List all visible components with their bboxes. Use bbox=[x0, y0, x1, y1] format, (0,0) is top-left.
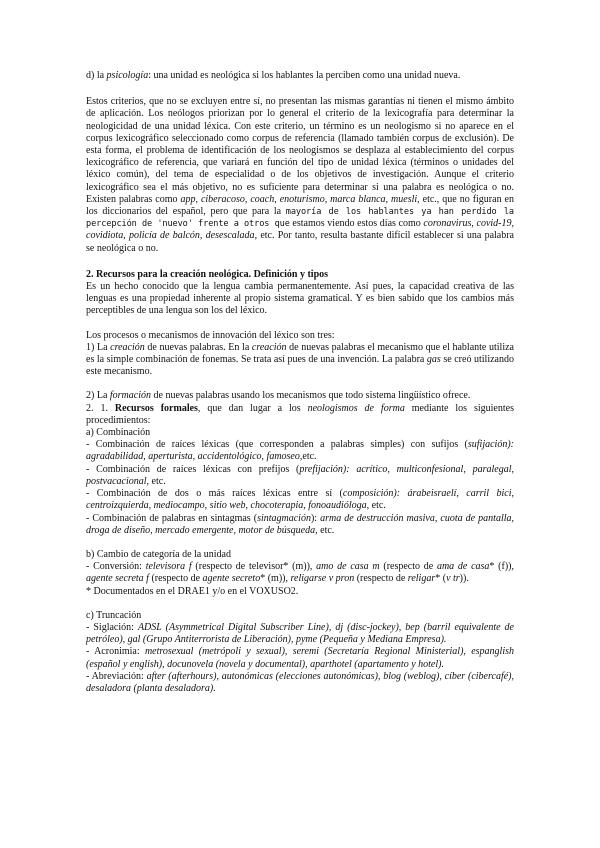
text-run: , etc. bbox=[315, 524, 335, 536]
examples-italic: coronavirus, covid-19, covidiota, policía de balcón, desescalada bbox=[86, 218, 514, 242]
examples-italic: árabeisraelí, carril bici, centroizquierda, mediocampo, sitio web, chocoterapia, fonoaudióloga bbox=[86, 488, 514, 512]
section-heading: 2. Recursos para la creación neológica. Definición y tipos bbox=[86, 268, 329, 280]
text-run: - Combinación de raíces léxicas (que corresponden a palabras simples) con sufijos ( bbox=[86, 439, 468, 451]
term-psicologia: psicología bbox=[106, 70, 149, 81]
text-run: Estos criterios, que no se excluyen entre sí, no presentan las mismas garantías ni tienen el mismo ámbito de aplicación. Los neólogos priorizan por lo general el criterio de la lexicografía para determinar la neologicidad de una unidad léxica. Con este criterio, un término es un neologismo si no aparece en el corpus lexicográfico seleccionado como corpus de referencia (llamado también corpus de exclusión). De esta forma, el problema de identificación de los neologismos se desplaza al establecimiento del corpus lexicográfico de referencia, que variará en función del tipo de unidad léxica (términos o unidades del léxico común), del tema de especialidad o de los objetivos de investigación. Aunque el criterio lexicográfico sea el más objetivo, no es suficiente para determinar si una palabra es neológica o no. Existen palabras como bbox=[86, 96, 514, 205]
text-run: (respecto de bbox=[379, 561, 437, 573]
text-run: ): bbox=[507, 439, 514, 451]
example: televisora f bbox=[145, 561, 192, 573]
text-run: * ( bbox=[435, 573, 447, 585]
text-run: 1) La bbox=[86, 341, 111, 353]
text-run: , etc. bbox=[146, 475, 166, 487]
process-formation bbox=[86, 390, 514, 402]
example: religarse v pron bbox=[290, 573, 355, 585]
bold-term: Recursos formales bbox=[114, 402, 198, 414]
list-title: c) Truncación bbox=[86, 609, 142, 621]
text-run: - Combinación de palabras en sintagmas ( bbox=[86, 512, 258, 524]
example: ama de casa bbox=[436, 561, 490, 573]
text-run: - Siglación: bbox=[86, 621, 138, 633]
text-run: d) la bbox=[86, 70, 107, 81]
examples-italic: after (afterhours), autonómicas (elecciones autonómicas), blog (weblog), cíber (cibercafé), desaladora (planta desaladora). bbox=[86, 670, 515, 694]
text-run: de nuevas palabras. En la bbox=[144, 341, 252, 353]
list-item-prefijacion bbox=[86, 464, 514, 488]
text-run: se creó utilizando este mecanismo. bbox=[86, 354, 514, 378]
term-creacion: creación bbox=[110, 341, 145, 353]
processes-intro: Los procesos o mecanismos de innovación del léxico son tres: bbox=[86, 329, 335, 341]
formal-resources bbox=[86, 403, 514, 427]
text-run: estamos viendo estos días como bbox=[289, 218, 424, 230]
text-run: , etc., que no figuran en los diccionarios del español, pero que para la bbox=[86, 193, 514, 218]
example: amo de casa m bbox=[316, 561, 380, 573]
examples-italic: app, ciberacoso, coach, enoturismo, marca blanca, muesli bbox=[180, 193, 418, 205]
text-run: , etc. bbox=[366, 500, 386, 512]
term: sufijación bbox=[467, 439, 508, 451]
text-run: 2) La bbox=[86, 390, 110, 402]
text-run: ): bbox=[342, 463, 357, 475]
examples-italic: agradabilidad, aperturista, accidentológico, famoseo bbox=[86, 451, 300, 463]
example: religar bbox=[407, 573, 436, 585]
text-run: )). bbox=[459, 573, 469, 585]
list-item-sintagmacion bbox=[86, 513, 514, 537]
term-gas: gas bbox=[426, 354, 441, 366]
text-run: de nuevas palabras el mecanismo que el hablante utiliza es la simple combinación de fonemas. Se trata así pues de una invención. La palabra bbox=[86, 341, 514, 366]
text-run: - Abreviación: bbox=[86, 670, 147, 682]
text-run: - Acronimia: bbox=[86, 646, 145, 658]
text-run: ,etc. bbox=[299, 451, 317, 463]
list-item-abreviacion bbox=[86, 671, 514, 695]
examples-italic: ADSL (Asymmetrical Digital Subscriber Line), dj (disc-jockey), bep (barril equivalente de petróleo), gal (Grupo Antiterrorista de Liberación), pyme (Pequeña y Mediana Empresa). bbox=[86, 621, 514, 646]
text-run: ): bbox=[393, 488, 408, 500]
examples-italic: metrosexual (metrópoli y sexual), seremi (Secretaría Regional Ministerial), espanglish (español y english), docunovela (novela y documental), aparthotel (apartamento y hotel). bbox=[86, 646, 514, 670]
example: agente secreta f bbox=[86, 573, 149, 585]
term: sintagmación bbox=[257, 512, 311, 524]
criteria-paragraph bbox=[86, 96, 514, 255]
text-run: , que dan lugar a los bbox=[197, 402, 308, 414]
list-title: b) Cambio de categoría de la unidad bbox=[86, 548, 231, 560]
list-item-conversion bbox=[86, 561, 514, 585]
term-formacion: formación bbox=[109, 390, 151, 402]
text-run: (respecto de bbox=[354, 573, 408, 585]
term: prefijación bbox=[299, 463, 343, 475]
text-run: (respecto de bbox=[148, 573, 203, 585]
list-title: a) Combinación bbox=[86, 427, 151, 439]
list-item-acronimia bbox=[86, 646, 514, 670]
term-creacion: creación bbox=[251, 341, 287, 353]
text-run: * (f)), bbox=[489, 561, 514, 573]
text-run: ): bbox=[310, 512, 321, 524]
text-run: : una unidad es neológica si los hablantes la perciben como una unidad nueva. bbox=[148, 70, 461, 81]
handwritten-text: mayoría de los hablantes ya han perdido la percepción de 'nuevo' frente a otros que bbox=[86, 207, 514, 230]
text-run: mediante los siguientes procedimientos: bbox=[86, 402, 514, 426]
examples-italic: acrítico, multiconfesional, paralegal, postvacacional bbox=[86, 463, 514, 487]
text-run: (respecto de televisor* (m)), bbox=[191, 561, 317, 573]
text-run: , etc. Por tanto, resulta bastante difícil establecer si una palabra se neológica o no. bbox=[86, 230, 514, 254]
text-run: 2. 1. bbox=[86, 402, 115, 414]
examples-italic: arma de destrucción masiva, cuota de pantalla, droga de diseño, mercado emergente, motor de búsqueda bbox=[86, 512, 515, 536]
list-item-siglacion bbox=[86, 622, 514, 646]
criterion-d-paragraph bbox=[86, 70, 514, 82]
process-creation bbox=[86, 342, 514, 379]
text-run: * (m)), bbox=[260, 573, 291, 585]
text-run: de nuevas palabras usando los mecanismos que todo sistema lingüístico ofrece. bbox=[151, 390, 471, 402]
example: v tr bbox=[446, 573, 460, 585]
footnote: * Documentados en el DRAE1 y/o en el VOXUSO2. bbox=[86, 585, 299, 597]
list-item-sufijacion bbox=[86, 439, 514, 463]
text-run: - Combinación de raíces léxicas con prefijos ( bbox=[86, 463, 300, 475]
term: composición bbox=[342, 488, 394, 500]
text-run: - Conversión: bbox=[86, 561, 146, 573]
example: agente secreto bbox=[202, 573, 261, 585]
section-intro: Es un hecho conocido que la lengua cambia permanentemente. Así pues, la capacidad creativa de las lenguas es una propiedad inherente al propio sistema gramatical. Y es bien sabido que los cambios más perceptibles de una lengua son los del léxico. bbox=[86, 281, 514, 317]
list-item-composicion bbox=[86, 488, 514, 512]
term-neologismos-forma: neologismos de forma bbox=[307, 402, 405, 414]
text-run: - Combinación de dos o más raíces léxicas entre sí ( bbox=[86, 488, 343, 500]
